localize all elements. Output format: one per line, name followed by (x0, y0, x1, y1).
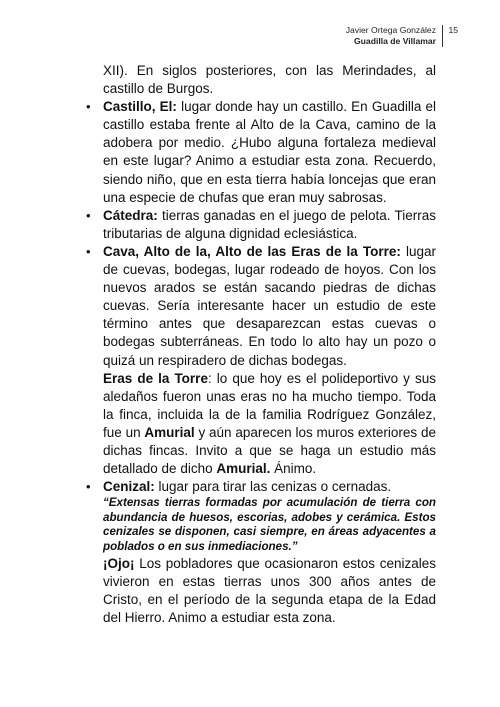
entry-text: lugar de cuevas, bodegas, lugar rodeado de hoyos. Con los nuevos arados se están sacando piedras de dichas cuevas. Sería interesante hacer un estudio de este término antes que desaparezcan estas cuevas o bodegas subterráneas. En todo lo alto hay un pozo o quizá un respiradero de dichas bodegas. (103, 243, 436, 368)
sub-entry-text: y aún aparecen los muros exteriores de dichas fincas. Invito a que se haga un estudio más detallado de dicho (103, 424, 436, 477)
entry-text: lugar donde hay un castillo. En Guadilla el castillo estaba frente al Alto de la Cava, camino de la adobera por medio. ¿Hubo alguna fortaleza medieval en este lugar? Animo a estudiar esta zona. Recuerdo, siendo niño, que en esta tierra había loncejas que eran una especie de chufas que eran muy sabrosas. (103, 99, 437, 205)
sub-entry-text: : lo que hoy es el polideportivo y sus aledaños fueron unas eras no ha mucho tiempo. Toda la finca, incluida la de la familia Rodríguez González, fue un (103, 370, 436, 440)
entry-cava (86, 243, 436, 478)
entry-castillo (86, 98, 437, 207)
entry-text: tierras ganadas en el juego de pelota. Tierras tributarias de alguna dignidad eclesiástica. (103, 207, 436, 241)
continuation-paragraph: XII). En siglos posteriores, con las Merindades, al castillo de Burgos. (103, 63, 436, 97)
page-number: 15 (448, 25, 458, 35)
header-author: Javier Ortega González (345, 25, 436, 35)
glossary-body (86, 62, 437, 627)
bullet: • (86, 207, 91, 223)
entry-catedra (86, 207, 436, 243)
sub-entry-eras (103, 370, 436, 479)
sub-entry-text: Ánimo. (270, 461, 317, 477)
running-header (346, 25, 443, 47)
quote-block: “Extensas tierras formadas por acumulación de tierra con abundancia de huesos, escorias, adobes y cerámica. Estos cenizales se disponen, casi siempre, en áreas adyacentes a poblados o en sus inmediaciones.” (103, 496, 436, 554)
entry-term: Cenizal: (103, 479, 155, 495)
entry-cenizal (86, 478, 436, 627)
ojo-text: Los pobladores que ocasionaron estos cenizales vivieron en estas tierras unos 300 años antes de Cristo, en el período de la segunda etapa de la Edad del Hierro. Animo a estudiar esta zona. (103, 555, 436, 625)
header-place: Guadilla de Villamar (354, 36, 436, 46)
entry-text: lugar para tirar las cenizas o cernadas. (154, 479, 392, 495)
ojo-paragraph (103, 555, 436, 627)
entry-term: Cátedra: (103, 207, 158, 223)
bullet: • (86, 243, 91, 259)
bullet: • (86, 99, 91, 115)
entry-term: Cava, Alto de la, Alto de las Eras de la Torre: (103, 243, 401, 259)
sub-entry-term: Eras de la Torre (103, 370, 208, 386)
bold-amurial: Amurial (144, 424, 195, 440)
bold-amurial: Amurial. (216, 461, 271, 477)
bullet: • (86, 479, 91, 495)
entry-term: Castillo, El: (103, 99, 177, 115)
ojo-label: ¡Ojo¡ (103, 555, 135, 571)
